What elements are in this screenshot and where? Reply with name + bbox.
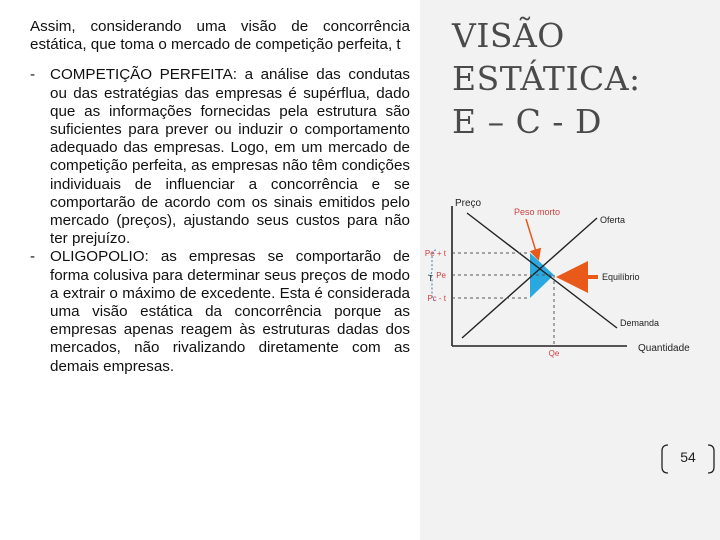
title-line-2: ESTÁTICA: — [452, 59, 641, 98]
intro-paragraph: Assim, considerando uma visão de concorrência estática, que toma o mercado de competição perfeita, t — [30, 18, 410, 54]
deadweight-arrow — [526, 219, 538, 258]
title-line-3: E – C - D — [452, 102, 602, 141]
x-axis-label: Quantidade — [638, 343, 690, 354]
slide-title — [452, 14, 712, 143]
page-number-box — [660, 444, 716, 474]
page-number: 54 — [680, 449, 696, 465]
body-text — [30, 18, 410, 376]
list-item — [30, 248, 410, 375]
equilibrium-label: Equilíbrio — [602, 272, 640, 282]
price-pe-plus-t: Pe + t — [424, 249, 446, 258]
bullet-list — [30, 66, 410, 375]
supply-demand-diagram — [422, 188, 712, 363]
y-axis-label: Preço — [455, 198, 482, 209]
bullet-dash: - — [30, 248, 36, 266]
bullet-dash: - — [30, 66, 36, 84]
list-item-text: COMPETIÇÃO PERFEITA: a análise das condutas ou das estratégias das empresas é supérflua, dado que as informações fornecidas pela estrutura são suficientes para prever ou induzir o comportamento adequado das empresas. Logo, em um mercado de competição perfeita, as empresas não têm condições individuais de influenciar a concorrência e se comportarão de acordo com os sinais emitidos pelo mercado (preços), ajustando seus custos para não ter prejuízo. — [50, 66, 410, 248]
price-pc-minus-t: Pc - t — [427, 294, 446, 303]
title-line-1: VISÃO — [452, 16, 565, 55]
demand-label: Demanda — [620, 318, 660, 328]
quantity-qe: Qe — [548, 349, 560, 358]
list-item-text: OLIGOPOLIO: as empresas se comportarão de forma colusiva para determinar seus preços de modo a extrair o máximo de excedente. Esta é considerada uma visão estática da concorrência porque as empresas apenas reagem às estruturas dadas dos mercados, não rivalizando diretamente com as demais empresas. — [50, 248, 410, 375]
demand-curve — [467, 213, 617, 328]
supply-label: Oferta — [600, 215, 626, 225]
price-pe: Pe — [436, 271, 446, 280]
list-item — [30, 66, 410, 248]
tax-label: T — [428, 274, 433, 283]
deadweight-label: Peso morto — [514, 207, 561, 217]
